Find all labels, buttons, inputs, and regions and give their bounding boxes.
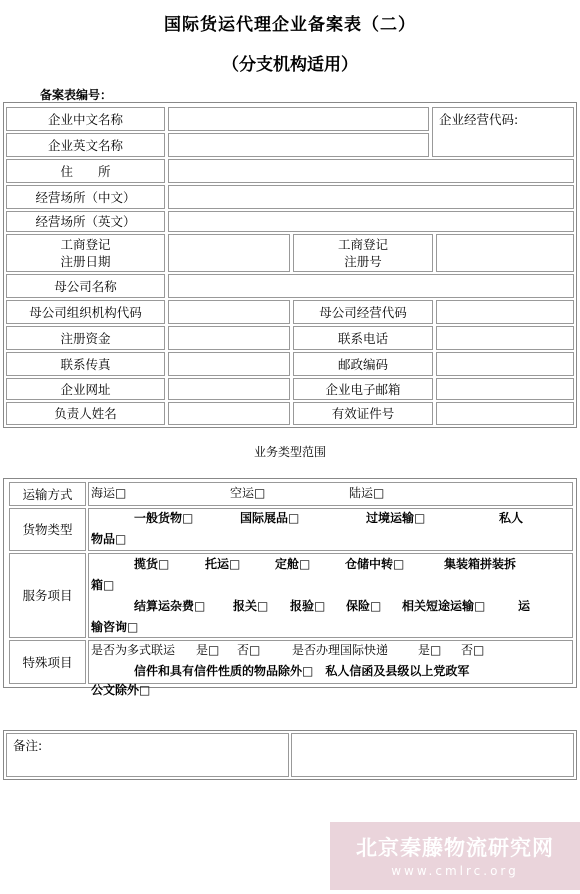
- label-premises-cn: 经营场所（中文）: [6, 185, 165, 209]
- option-warehousing[interactable]: 仓储中转□: [345, 557, 405, 571]
- option-short-haul[interactable]: 相关短途运输□: [402, 599, 486, 613]
- scope-title: 业务类型范围: [253, 445, 326, 459]
- option-personal-effects-b[interactable]: 物品□: [91, 532, 127, 546]
- field-parent-name[interactable]: [168, 274, 574, 298]
- option-insurance[interactable]: 保险□: [346, 599, 382, 613]
- option-canvassing[interactable]: 揽货□: [134, 557, 170, 571]
- label-biz-code: 企业经营代码:: [432, 107, 574, 157]
- field-remarks[interactable]: [291, 733, 574, 777]
- option-air[interactable]: 空运□: [230, 486, 266, 500]
- option-consulting-a: 运: [518, 599, 531, 613]
- label-phone: 联系电话: [293, 326, 433, 350]
- label-remarks: 备注:: [6, 733, 289, 777]
- field-reg-date[interactable]: [168, 234, 290, 272]
- label-reg-no: 工商登记 注册号: [293, 234, 433, 272]
- watermark: [330, 822, 580, 890]
- label-address: 住 所: [6, 159, 165, 183]
- label-transport: 运输方式: [9, 482, 86, 506]
- label-service: 服务项目: [9, 553, 86, 638]
- label-special: 特殊项目: [9, 640, 86, 684]
- label-parent-name: 母公司名称: [6, 274, 165, 298]
- registration-no-label: 备案表编号：: [40, 88, 113, 102]
- label-reg-capital: 注册资金: [6, 326, 165, 350]
- label-email: 企业电子邮箱: [293, 378, 433, 400]
- field-parent-org-code[interactable]: [168, 300, 290, 324]
- label-postcode: 邮政编码: [293, 352, 433, 376]
- field-reg-capital[interactable]: [168, 326, 290, 350]
- option-multimodal-yes[interactable]: 是□: [196, 643, 220, 657]
- watermark-url: www.cmlrc.org: [391, 864, 519, 878]
- label-parent-biz-code: 母公司经营代码: [293, 300, 433, 324]
- field-premises-en[interactable]: [168, 211, 574, 232]
- label-fax: 联系传真: [6, 352, 165, 376]
- option-consignment[interactable]: 托运□: [205, 557, 241, 571]
- option-general-cargo[interactable]: 一般货物□: [134, 511, 194, 525]
- option-container-b[interactable]: 箱□: [91, 578, 115, 592]
- label-website: 企业网址: [6, 378, 165, 400]
- field-parent-biz-code[interactable]: [436, 300, 574, 324]
- watermark-title: 北京秦藤物流研究网: [356, 836, 554, 860]
- option-consulting-b[interactable]: 输咨询□: [91, 620, 139, 634]
- form-title: 国际货运代理企业备案表（二）: [164, 15, 416, 35]
- field-premises-cn[interactable]: [168, 185, 574, 209]
- field-name-en[interactable]: [168, 133, 429, 157]
- form-subtitle: （分支机构适用）: [222, 55, 358, 75]
- label-name-cn: 企业中文名称: [6, 107, 165, 131]
- label-parent-org-code: 母公司组织机构代码: [6, 300, 165, 324]
- express-exclusion-line1[interactable]: 信件和具有信件性质的物品除外□ 私人信函及县级以上党政军: [134, 664, 470, 678]
- label-express: 是否办理国际快递: [292, 643, 389, 657]
- option-multimodal-no[interactable]: 否□: [237, 643, 261, 657]
- option-inspection[interactable]: 报验□: [290, 599, 326, 613]
- label-reg-date: 工商登记 注册日期: [6, 234, 165, 272]
- label-name-en: 企业英文名称: [6, 133, 165, 157]
- express-exclusion-line2[interactable]: 公文除外□: [91, 683, 151, 697]
- field-phone[interactable]: [436, 326, 574, 350]
- field-fax[interactable]: [168, 352, 290, 376]
- option-container-a: 集装箱拼装拆: [444, 557, 517, 571]
- label-principal: 负责人姓名: [6, 402, 165, 425]
- option-settlement[interactable]: 结算运杂费□: [134, 599, 206, 613]
- option-express-no[interactable]: 否□: [461, 643, 485, 657]
- field-principal[interactable]: [168, 402, 290, 425]
- label-multimodal: 是否为多式联运: [91, 643, 176, 657]
- field-name-cn[interactable]: [168, 107, 429, 131]
- field-id-no[interactable]: [436, 402, 574, 425]
- field-email[interactable]: [436, 378, 574, 400]
- option-sea[interactable]: 海运□: [91, 486, 127, 500]
- field-website[interactable]: [168, 378, 290, 400]
- option-customs[interactable]: 报关□: [233, 599, 269, 613]
- label-id-no: 有效证件号: [293, 402, 433, 425]
- option-land[interactable]: 陆运□: [349, 486, 385, 500]
- field-reg-no[interactable]: [436, 234, 574, 272]
- option-booking[interactable]: 定舱□: [275, 557, 311, 571]
- option-exhibits[interactable]: 国际展品□: [240, 511, 300, 525]
- option-personal-effects-a: 私人: [499, 511, 524, 525]
- option-express-yes[interactable]: 是□: [418, 643, 442, 657]
- label-premises-en: 经营场所（英文）: [6, 211, 165, 232]
- field-address[interactable]: [168, 159, 574, 183]
- label-cargo: 货物类型: [9, 508, 86, 551]
- option-transit[interactable]: 过境运输□: [366, 511, 426, 525]
- transport-row: [88, 482, 573, 506]
- field-postcode[interactable]: [436, 352, 574, 376]
